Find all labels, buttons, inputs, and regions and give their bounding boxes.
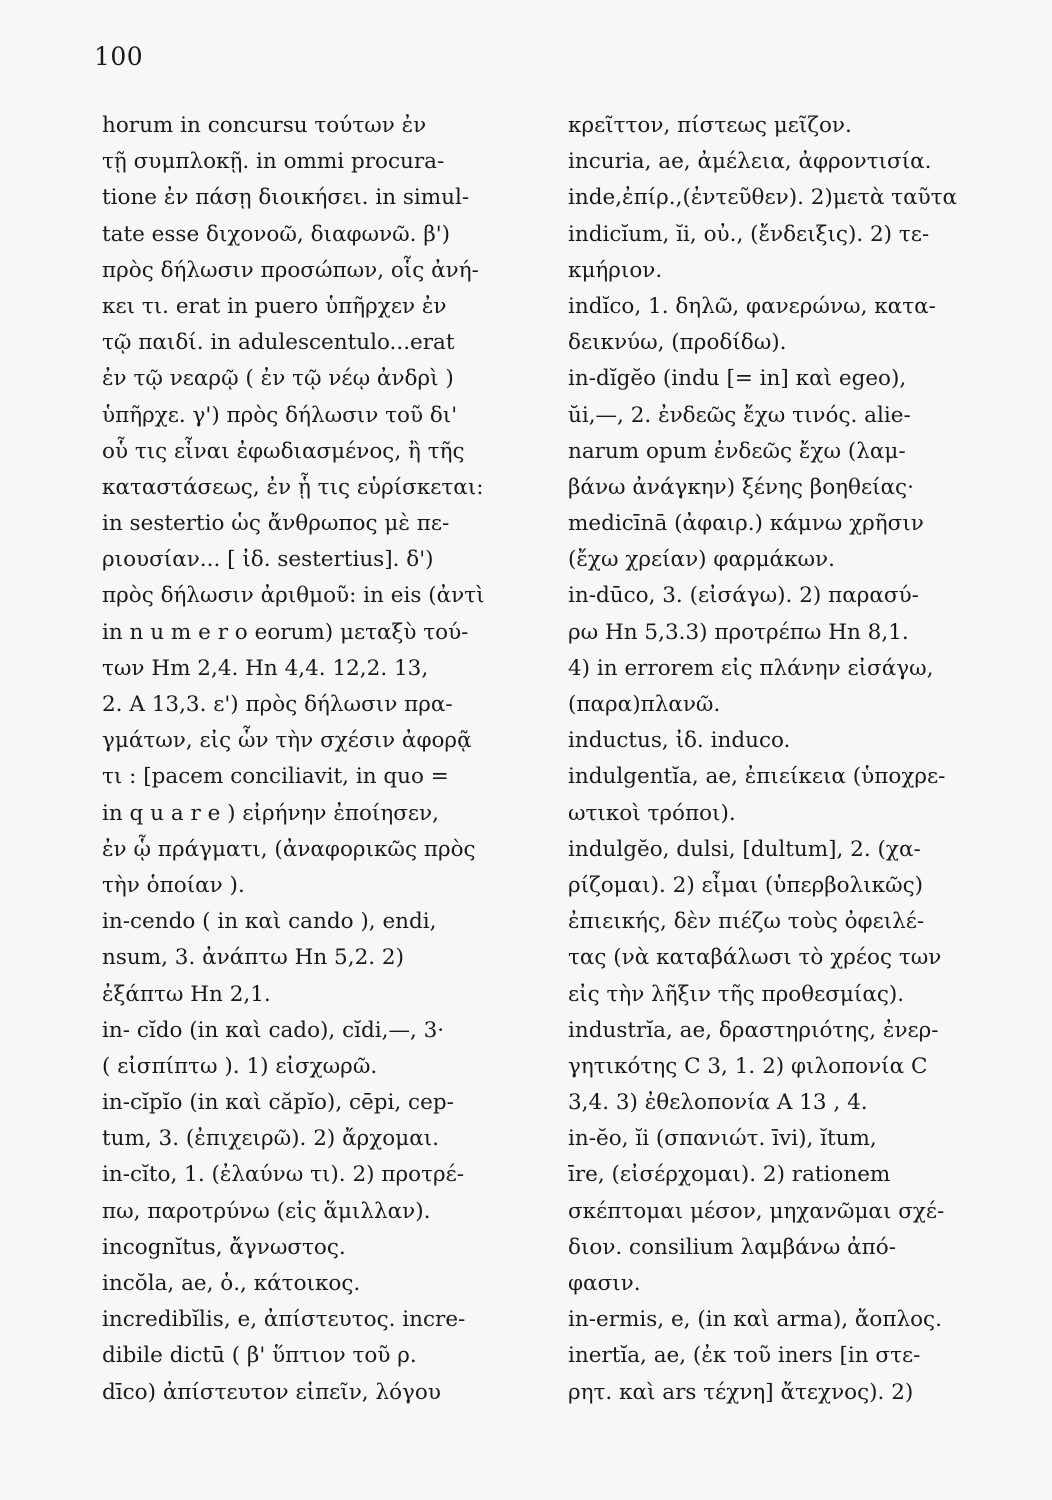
text-line: ἐν ᾧ πράγματι, (ἀναφορικῶς πρὸς bbox=[102, 836, 476, 862]
text-line: inductus, ἰδ. induco. bbox=[568, 728, 791, 754]
text-line: τὴν ὁποίαν ). bbox=[102, 872, 245, 898]
text-line: πρὸς δήλωσιν ἀριθμοῦ: in eis (ἀντὶ bbox=[102, 583, 485, 609]
text-line: φασιν. bbox=[568, 1271, 641, 1296]
text-line: dīco) ἀπίστευτον εἰπεῖν, λόγου bbox=[102, 1379, 441, 1405]
text-line: in-cĭto, 1. (ἐλαύνω τι). 2) προτρέ- bbox=[102, 1162, 465, 1188]
text-line: in-ĕo, ĭi (σπανιώτ. īvi), ĭtum, bbox=[568, 1126, 877, 1152]
text-line: εἰς τὴν λῆξιν τῆς προθεσμίας). bbox=[568, 981, 905, 1007]
text-line: καταστάσεως, ἐν ᾗ τις εὑρίσκεται: bbox=[102, 474, 484, 500]
text-line: πρὸς δήλωσιν προσώπων, οἷς ἀνή- bbox=[102, 257, 479, 283]
text-line: πω, παροτρύνω (εἰς ἅμιλλαν). bbox=[102, 1198, 431, 1224]
text-line: 3,4. 3) ἐθελοπονία A 13 , 4. bbox=[568, 1090, 868, 1116]
text-line: tum, 3. (ἐπιχειρῶ). 2) ἄρχομαι. bbox=[102, 1126, 439, 1152]
text-line: īre, (εἰσέρχομαι). 2) rationem bbox=[568, 1162, 891, 1188]
text-line: incŏla, ae, ὁ., κάτοικος. bbox=[102, 1271, 361, 1296]
text-line: τας (νὰ καταβάλωσι τὸ χρέος των bbox=[568, 945, 942, 971]
text-line: 2. A 13,3. ε') πρὸς δήλωσιν πρα- bbox=[102, 692, 453, 717]
text-line: in-ermis, e, (in καὶ arma), ἄοπλος. bbox=[568, 1307, 942, 1333]
text-line: τι : [pacem conciliavit, in quo = bbox=[102, 764, 449, 790]
text-line: των Hm 2,4. Hn 4,4. 12,2. 13, bbox=[102, 655, 429, 681]
text-line: τῷ παιδί. in adulescentulo...erat bbox=[102, 330, 455, 356]
text-line: ŭi,—, 2. ἐνδεῶς ἔχω τινός. alie- bbox=[568, 402, 911, 428]
text-line: inertĭa, ae, (ἐκ τοῦ iners [in στε- bbox=[568, 1343, 921, 1369]
text-line: διον. consilium λαμβάνω ἀπό- bbox=[568, 1234, 896, 1260]
text-line: indulgĕo, dulsi, [dultum], 2. (χα- bbox=[568, 836, 921, 862]
text-line: industrĭa, ae, δραστηριότης, ἐνερ- bbox=[568, 1017, 939, 1043]
text-line: in sestertio ὡς ἄνθρωπος μὲ πε- bbox=[102, 511, 450, 537]
text-line: indulgentĭa, ae, ἐπιείκεια (ὑποχρε- bbox=[568, 764, 946, 790]
text-line: incognĭtus, ἄγνωστος. bbox=[102, 1234, 346, 1260]
page-number: 100 bbox=[94, 42, 144, 71]
text-line: ωτικοὶ τρόποι). bbox=[568, 800, 736, 826]
text-line: κρεῖττον, πίστεως μεῖζον. bbox=[568, 113, 852, 138]
text-line: ἐπιεικής, δὲν πιέζω τοὺς ὀφειλέ- bbox=[568, 909, 925, 935]
text-line: δεικνύω, (προδίδω). bbox=[568, 330, 787, 356]
text-line: nsum, 3. ἀνάπτω Hn 5,2. 2) bbox=[102, 945, 404, 971]
text-line: indĭco, 1. δηλῶ, φανερώνω, κατα- bbox=[568, 293, 936, 319]
text-line: in-cĭpĭo (in καὶ căpĭo), cēpi, cep- bbox=[102, 1090, 454, 1116]
text-line: ριουσίαν... [ ἰδ. sestertius]. δ') bbox=[102, 547, 434, 573]
text-line: 4) in errorem εἰς πλάνην εἰσάγω, bbox=[568, 655, 934, 681]
text-line: in- cĭdo (in καὶ cado), cĭdi,—, 3· bbox=[102, 1017, 445, 1043]
text-line: τῇ συμπλοκῇ. in ommi procura- bbox=[102, 149, 445, 175]
text-line: ἐξάπτω Hn 2,1. bbox=[102, 981, 271, 1007]
text-line: βάνω ἀνάγκην) ξένης βοηθείας· bbox=[568, 474, 914, 500]
text-line: ρίζομαι). 2) εἶμαι (ὑπερβολικῶς) bbox=[568, 872, 924, 898]
text-line: narum opum ἐνδεῶς ἔχω (λαμ- bbox=[568, 438, 906, 464]
text-line: incuria, ae, ἀμέλεια, ἀφροντισία. bbox=[568, 149, 932, 175]
text-line: in-cendo ( in καὶ cando ), endi, bbox=[102, 909, 437, 935]
left-column bbox=[102, 108, 534, 1411]
text-line: ρητ. καὶ ars τέχνη] ἄτεχνος). 2) bbox=[568, 1379, 914, 1405]
text-line: tate esse διχονοῶ, διαφωνῶ. β') bbox=[102, 221, 451, 247]
text-line: inde,ἐπίρ.,(ἐντεῦθεν). 2)μετὰ ταῦτα bbox=[568, 185, 958, 211]
text-line: (παρα)πλανῶ. bbox=[568, 692, 721, 717]
text-line: οὗ τις εἶναι ἐφωδιασμένος, ἢ τῆς bbox=[102, 438, 465, 464]
text-line: ρω Hn 5,3.3) προτρέπω Hn 8,1. bbox=[568, 619, 909, 645]
text-line: in n u m e r o eorum) μεταξὺ τού- bbox=[102, 619, 469, 645]
text-line: incredibĭlis, e, ἀπίστευτος. incre- bbox=[102, 1307, 466, 1333]
text-line: medicīnā (ἀφαιρ.) κάμνω χρῆσιν bbox=[568, 511, 924, 537]
text-line: γμάτων, εἰς ὧν τὴν σχέσιν ἀφορᾷ bbox=[102, 728, 472, 754]
text-line: (ἔχω χρείαν) φαρμάκων. bbox=[568, 547, 835, 573]
text-line: in-dĭgĕo (indu [= in] καὶ egeo), bbox=[568, 366, 907, 392]
text-line: in-dūco, 3. (εἰσάγω). 2) παρασύ- bbox=[568, 583, 919, 609]
text-line: horum in concursu τούτων ἐν bbox=[102, 113, 427, 138]
right-column bbox=[568, 108, 1014, 1411]
text-line: γητικότης C 3, 1. 2) φιλοπονία C bbox=[568, 1053, 928, 1079]
text-line: indicĭum, ĭi, οὐ., (ἔνδειξις). 2) τε- bbox=[568, 221, 930, 247]
text-line: σκέπτομαι μέσον, μηχανῶμαι σχέ- bbox=[568, 1198, 945, 1224]
text-line: tione ἐν πάσῃ διοικήσει. in simul- bbox=[102, 185, 470, 211]
text-line: κει τι. erat in puero ὑπῆρχεν ἐν bbox=[102, 293, 447, 319]
text-line: ( εἰσπίπτω ). 1) εἰσχωρῶ. bbox=[102, 1053, 378, 1079]
text-line: κμήριον. bbox=[568, 257, 663, 283]
text-line: ὑπῆρχε. γ') πρὸς δήλωσιν τοῦ δι' bbox=[102, 402, 458, 428]
text-line: in q u a r e ) εἰρήνην ἐποίησεν, bbox=[102, 800, 439, 826]
text-line: dibile dictū ( β' ὕπτιον τοῦ ρ. bbox=[102, 1343, 417, 1369]
text-line: ἐν τῷ νεαρῷ ( ἐν τῷ νέῳ ἀνδρὶ ) bbox=[102, 366, 454, 392]
